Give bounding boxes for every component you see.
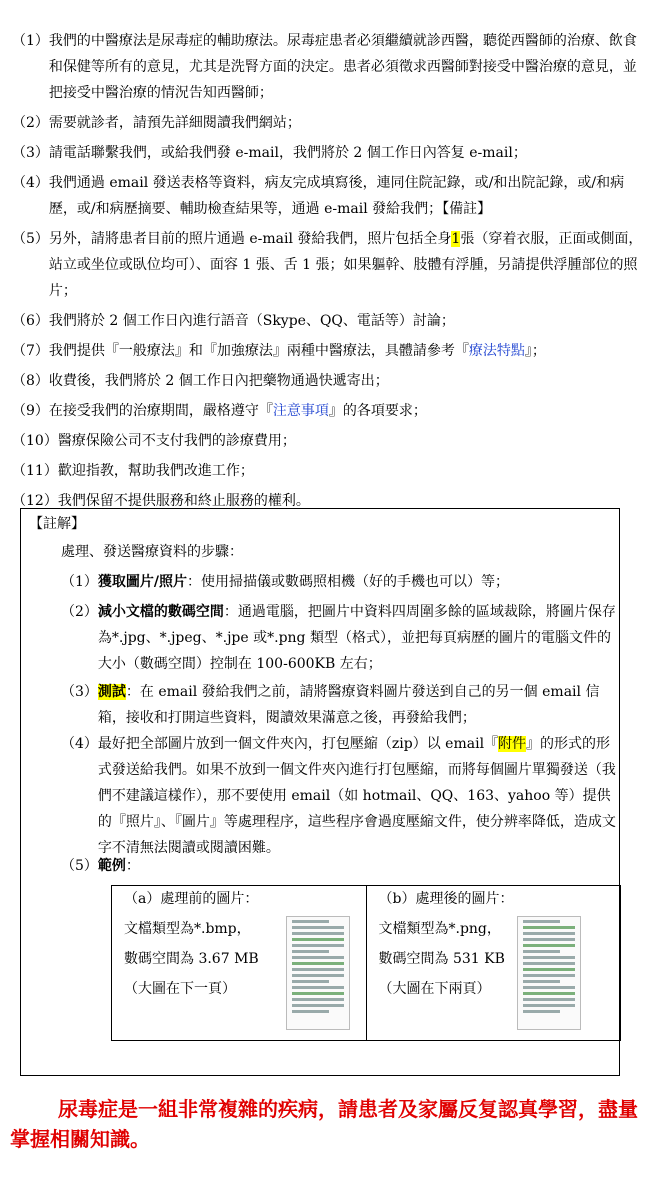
- example-title: （b）處理後的圖片：: [378, 891, 514, 907]
- step-item: [61, 679, 621, 731]
- item-text-part: 另外，請將患者目前的照片通過 e-mail 發給我們，照片包括全身: [48, 231, 452, 247]
- item-number: （8）: [12, 373, 49, 389]
- highlighted-count: 1: [451, 231, 461, 247]
- step-heading: 測試: [97, 684, 126, 700]
- step-heading: 範例: [97, 858, 126, 874]
- list-item: [12, 226, 648, 304]
- list-item: [12, 170, 648, 222]
- step-item: [61, 599, 621, 677]
- list-item: [12, 458, 648, 484]
- item-text: 我們保留不提供服務和終止服務的權利。: [57, 493, 310, 509]
- footer-warning: 尿毒症是一組非常複雜的疾病，請患者及家屬反复認真學習，盡量掌握相關知識。: [10, 1097, 638, 1151]
- item-text: 收費後，我們將於 2 個工作日內把藥物通過快遞寄出；: [48, 373, 389, 389]
- item-number: （12）: [12, 493, 58, 509]
- item-text-part: 張（穿着衣服，正面或側面，站立或坐位或臥位均可）、面容 1 張、舌 1 張；如果軀幹、肢體有浮腫，另請提供浮腫部位的照片；: [48, 231, 643, 299]
- item-text: [49, 398, 648, 424]
- item-text: 我們的中醫療法是尿毒症的輔助療法。尿毒症患者必須繼續就診西醫，聽從西醫師的治療、飲食和保健等所有的意見，尤其是洗腎方面的決定。患者必須徵求西醫師對接受中醫治療的意見，並把接受中醫治療的情況告知西醫師；: [48, 33, 637, 101]
- item-text-part: 我們提供『一般療法』和『加強療法』兩種中醫療法，具體請參考『: [48, 343, 469, 359]
- example-file-size: 數碼空間為 531 KB: [378, 951, 505, 967]
- step-item: [61, 853, 621, 879]
- list-item: [12, 110, 648, 136]
- step-body: ：: [125, 858, 140, 874]
- list-item: [12, 308, 648, 334]
- example-file-type: 文檔類型為*.bmp，: [124, 921, 251, 937]
- step-text: [98, 679, 621, 731]
- example-title: （a）處理前的圖片：: [124, 891, 259, 907]
- step-text: [98, 599, 621, 677]
- document-thumbnail-image: [517, 916, 581, 1030]
- precautions-link[interactable]: 注意事項: [272, 403, 329, 419]
- step-number: （2）: [61, 604, 98, 620]
- item-text-part: 』；: [524, 343, 546, 359]
- list-item: [12, 428, 648, 454]
- list-item: [12, 368, 648, 394]
- step-text: [98, 731, 621, 861]
- step-number: （4）: [61, 736, 98, 752]
- item-text-part: 在接受我們的治療期間，嚴格遵守『: [48, 403, 273, 419]
- step-body: ：通過電腦，把圖片中資料四周圍多餘的區域裁除，將圖片保存為*.jpg、*.jpeg、*.jpe 或*.png 類型（格式），並把每頁病歷的圖片的電腦文件的大小（數碼空間）控制在 100-600KB 左右；: [97, 604, 616, 672]
- item-text: 醫療保險公司不支付我們的診療費用；: [57, 433, 296, 449]
- step-text: [98, 853, 621, 879]
- step-body: ：使用掃描儀或數碼照相機（好的手機也可以）等；: [187, 574, 510, 590]
- example-location: （大圖在下一頁）: [124, 981, 236, 997]
- document-thumbnail-image: [286, 916, 350, 1030]
- example-table: [111, 885, 621, 1041]
- item-text: 歡迎指教，幫助我們改進工作；: [57, 463, 254, 479]
- step-number: （1）: [61, 574, 98, 590]
- step-body: 最好把全部圖片放到一個文件夾內，打包壓縮（zip）以 email『: [97, 736, 499, 752]
- list-item: [12, 338, 648, 364]
- step-number: （5）: [61, 858, 98, 874]
- item-number: （2）: [12, 115, 49, 131]
- step-body: 』的形式的形式發送給我們。如果不放到一個文件夾內進行打包壓縮，而將每個圖片單獨發送（我們不建議這樣作），那不要使用 email（如 hotmail、QQ、163、yahoo 等）提供的『照片』、『圖片』等處理程序，這些程序會過度壓縮文件，使分辨率降低，造成文字不清無法閱讀或閱讀困難。: [97, 736, 616, 856]
- item-number: （6）: [12, 313, 49, 329]
- item-text: 請電話聯繫我們，或給我們發 e-mail，我們將於 2 個工作日內答复 e-mail；: [48, 145, 527, 161]
- item-number: （10）: [12, 433, 58, 449]
- list-item: [12, 398, 648, 424]
- list-item: [12, 140, 648, 166]
- step-body: ：在 email 發給我們之前，請將醫療資料圖片發送到自己的另一個 email 信箱，接收和打開這些資料，閱讀效果滿意之後，再發給我們；: [97, 684, 600, 726]
- note-intro: 處理、發送醫療資料的步驟：: [61, 544, 243, 560]
- step-text: [98, 569, 621, 595]
- example-before-cell: [112, 886, 366, 1040]
- step-item: [61, 731, 621, 861]
- item-number: （5）: [12, 231, 49, 247]
- item-text-part: 』的各項要求；: [328, 403, 427, 419]
- treatment-features-link[interactable]: 療法特點: [468, 343, 525, 359]
- item-number: （3）: [12, 145, 49, 161]
- example-file-size: 數碼空間為 3.67 MB: [124, 951, 259, 967]
- terms-list: [12, 28, 648, 518]
- item-number: （11）: [12, 463, 58, 479]
- step-heading: 減小文檔的數碼空間: [97, 604, 224, 620]
- example-location: （大圖在下兩頁）: [378, 981, 491, 997]
- item-text: [49, 338, 648, 364]
- example-after-cell: [366, 886, 621, 1040]
- step-heading: 獲取圖片/照片: [97, 574, 188, 590]
- attachment-highlight: 附件: [498, 736, 527, 752]
- step-number: （3）: [61, 684, 98, 700]
- item-text: 我們將於 2 個工作日內進行語音（Skype、QQ、電話等）討論；: [48, 313, 455, 329]
- item-number: （9）: [12, 403, 49, 419]
- note-box: [20, 508, 620, 1076]
- item-number: （7）: [12, 343, 49, 359]
- item-number: （1）: [12, 33, 49, 49]
- item-text: 我們通過 email 發送表格等資料，病友完成填寫後，連同住院記錄，或/和出院記錄，或/和病歷，或/和病歷摘要、輔助檢查結果等，通過 e-mail 發給我們；【備註】: [48, 175, 625, 217]
- example-file-type: 文檔類型為*.png，: [378, 921, 501, 937]
- list-item: [12, 28, 648, 106]
- step-item: [61, 569, 621, 595]
- item-text: 需要就診者，請預先詳細閱讀我們網站；: [48, 115, 301, 131]
- item-number: （4）: [12, 175, 49, 191]
- item-text: [49, 226, 648, 304]
- note-title: 【註解】: [29, 516, 85, 532]
